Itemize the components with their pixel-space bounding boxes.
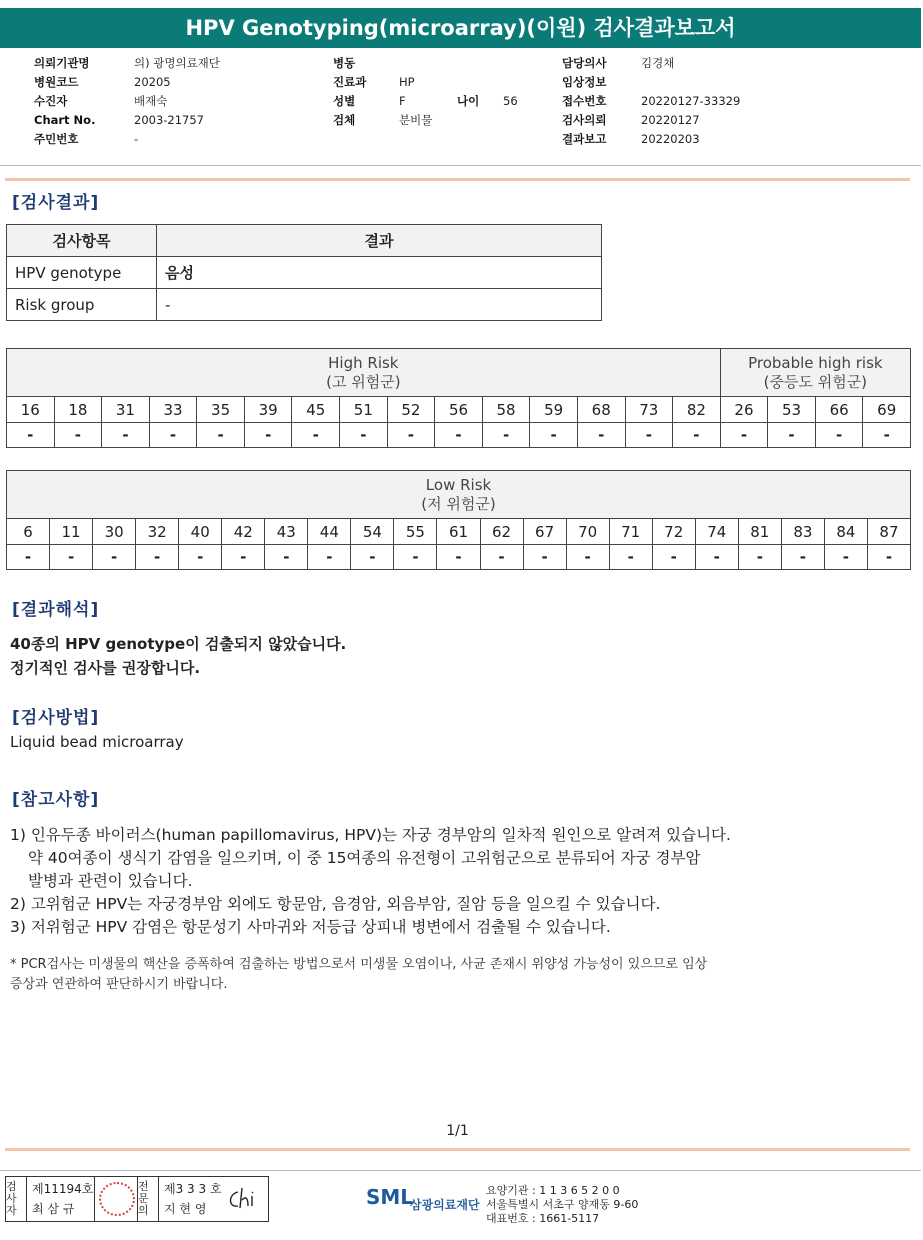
label-report-date: 결과보고 <box>562 132 607 146</box>
value-physician: 김경채 <box>641 56 675 70</box>
footnote-line: * PCR검사는 미생물의 핵산을 증폭하여 검출하는 방법으로서 미생물 오염이나, 사균 존재시 위양성 가능성이 있으므로 임상 <box>10 957 708 972</box>
seal-icon <box>99 1182 135 1216</box>
hpv-type-cell: 32 <box>136 519 179 545</box>
signature-icon <box>224 1177 268 1221</box>
high-risk-label: High Risk <box>328 353 399 372</box>
footnote <box>10 955 707 995</box>
label-chart-no: Chart No. <box>34 113 96 127</box>
low-risk-table <box>6 470 911 570</box>
hpv-type-cell: 52 <box>387 397 435 423</box>
value-request-date: 20220127 <box>641 113 700 127</box>
hpv-result-cell: - <box>530 423 578 448</box>
label-department: 진료과 <box>333 75 367 89</box>
interpretation-line: 40종의 HPV genotype이 검출되지 않았습니다. <box>10 635 347 653</box>
hpv-type-cell: 40 <box>179 519 222 545</box>
label-requesting-institution: 의뢰기관명 <box>34 56 90 70</box>
hpv-type-cell: 30 <box>93 519 136 545</box>
foundation-name: 삼광의료재단 <box>410 1198 480 1212</box>
hpv-type-cell: 11 <box>50 519 93 545</box>
section-title-method: [검사방법] <box>12 708 100 728</box>
method-text: Liquid bead microarray <box>10 733 184 751</box>
hpv-result-cell: - <box>197 423 245 448</box>
label-request-date: 검사의뢰 <box>562 113 607 127</box>
section-title-result: [검사결과] <box>12 193 100 213</box>
probable-risk-label-ko: (중등도 위험군) <box>763 372 868 391</box>
low-risk-result-row <box>7 545 911 570</box>
sml-logo: SML <box>366 1185 414 1209</box>
table-row <box>7 257 602 289</box>
hpv-result-cell: - <box>673 423 721 448</box>
high-risk-label-ko: (고 위험군) <box>326 372 401 391</box>
hpv-type-cell: 68 <box>577 397 625 423</box>
footnote-line: 증상과 연관하여 판단하시기 바랍니다. <box>10 977 228 992</box>
interpretation-text <box>10 632 346 680</box>
reference-list <box>10 824 731 939</box>
hpv-result-cell: - <box>102 423 150 448</box>
hpv-result-cell: - <box>437 545 480 570</box>
hpv-type-cell: 66 <box>815 397 863 423</box>
hpv-type-cell: 31 <box>102 397 150 423</box>
label-specimen: 검체 <box>333 113 356 127</box>
hpv-result-cell: - <box>54 423 102 448</box>
value-department: HP <box>399 75 415 89</box>
high-risk-type-row <box>7 397 911 423</box>
facility-phone: 대표번호 : 1661-5117 <box>486 1212 600 1225</box>
value-age: 56 <box>503 94 518 108</box>
hpv-type-cell: 33 <box>149 397 197 423</box>
value-resident-no: - <box>134 132 139 146</box>
hpv-result-cell: - <box>50 545 93 570</box>
header-result: 결과 <box>157 225 602 257</box>
hpv-type-cell: 81 <box>738 519 781 545</box>
report-title: HPV Genotyping(microarray)(이원) 검사결과보고서 <box>0 8 921 48</box>
hpv-result-cell: - <box>179 545 222 570</box>
hpv-type-cell: 56 <box>435 397 483 423</box>
section-title-interpretation: [결과해석] <box>12 600 100 620</box>
hpv-result-cell: - <box>93 545 136 570</box>
hpv-result-cell: - <box>292 423 340 448</box>
patient-info-col3 <box>562 54 740 149</box>
label-hospital-code: 병원코드 <box>34 75 79 89</box>
hpv-result-cell: - <box>523 545 566 570</box>
value-specimen: 분비물 <box>399 113 433 127</box>
hpv-type-cell: 82 <box>673 397 721 423</box>
reference-item: 2) 고위험군 HPV는 자궁경부암 외에도 항문암, 음경암, 외음부암, 질암 등을 일으킬 수 있습니다. <box>10 895 661 913</box>
value-requesting-institution: 의) 광명의료재단 <box>134 56 220 70</box>
hpv-type-cell: 42 <box>222 519 265 545</box>
hpv-type-cell: 71 <box>609 519 652 545</box>
patient-info-col2 <box>333 54 518 130</box>
label-patient-name: 수진자 <box>34 94 68 108</box>
doctor-info <box>159 1177 224 1221</box>
result-risk-group: - <box>157 289 602 321</box>
hpv-result-cell: - <box>867 545 910 570</box>
hpv-type-cell: 39 <box>244 397 292 423</box>
label-physician: 담당의사 <box>562 56 607 70</box>
value-hospital-code: 20205 <box>134 75 171 89</box>
hpv-result-cell: - <box>222 545 265 570</box>
hpv-type-cell: 6 <box>7 519 50 545</box>
hpv-type-cell: 72 <box>652 519 695 545</box>
hpv-type-cell: 51 <box>340 397 388 423</box>
label-clinical-info: 임상정보 <box>562 75 607 89</box>
label-sex: 성별 <box>333 94 356 108</box>
hpv-type-cell: 58 <box>482 397 530 423</box>
item-risk-group: Risk group <box>7 289 157 321</box>
hpv-result-cell: - <box>863 423 911 448</box>
hpv-result-cell: - <box>652 545 695 570</box>
hpv-result-cell: - <box>265 545 308 570</box>
hpv-type-cell: 35 <box>197 397 245 423</box>
examiner-name: 최 삼 규 <box>32 1202 75 1216</box>
value-receipt-no: 20220127-33329 <box>641 94 741 108</box>
hpv-result-cell: - <box>136 545 179 570</box>
table-row <box>7 289 602 321</box>
hpv-type-cell: 53 <box>768 397 816 423</box>
hpv-type-cell: 44 <box>308 519 351 545</box>
hpv-result-cell: - <box>480 545 523 570</box>
value-report-date: 20220203 <box>641 132 700 146</box>
probable-risk-label: Probable high risk <box>748 353 883 372</box>
hpv-result-cell: - <box>738 545 781 570</box>
hpv-type-cell: 87 <box>867 519 910 545</box>
hpv-type-cell: 74 <box>695 519 738 545</box>
hpv-result-cell: - <box>768 423 816 448</box>
hpv-type-cell: 54 <box>351 519 394 545</box>
hpv-type-cell: 83 <box>781 519 824 545</box>
hpv-result-cell: - <box>577 423 625 448</box>
examiner-label: 검사자 <box>6 1177 27 1221</box>
value-chart-no: 2003-21757 <box>134 113 204 127</box>
interpretation-line: 정기적인 검사를 권장합니다. <box>10 659 201 677</box>
facility-address: 서울특별시 서초구 양재동 9-60 <box>486 1198 639 1211</box>
hpv-type-cell: 16 <box>7 397 55 423</box>
hpv-type-cell: 62 <box>480 519 523 545</box>
item-hpv-genotype: HPV genotype <box>7 257 157 289</box>
result-hpv-genotype: 음성 <box>157 257 602 289</box>
value-sex: F <box>399 94 406 108</box>
hpv-result-cell: - <box>351 545 394 570</box>
header-divider <box>0 165 921 166</box>
hpv-result-cell: - <box>7 545 50 570</box>
hpv-type-cell: 61 <box>437 519 480 545</box>
hpv-result-cell: - <box>394 545 437 570</box>
doctor-label: 전문의 <box>138 1177 159 1221</box>
hpv-result-cell: - <box>482 423 530 448</box>
hpv-result-cell: - <box>340 423 388 448</box>
page-number: 1/1 <box>446 1123 469 1139</box>
low-risk-header <box>7 471 911 519</box>
reference-item-cont: 약 40여종이 생식기 감염을 일으키며, 이 중 15여종의 유전형이 고위험군으로 분류되어 자궁 경부암 <box>28 849 701 867</box>
low-risk-type-row <box>7 519 911 545</box>
facility-code: 요양기관 : 1 1 3 6 5 2 0 0 <box>486 1184 620 1197</box>
hpv-type-cell: 55 <box>394 519 437 545</box>
footer-line <box>0 1170 921 1171</box>
reference-item-cont: 발병과 관련이 있습니다. <box>28 872 193 890</box>
hpv-type-cell: 73 <box>625 397 673 423</box>
hpv-result-cell: - <box>149 423 197 448</box>
hpv-type-cell: 26 <box>720 397 768 423</box>
hpv-result-cell: - <box>695 545 738 570</box>
hpv-result-cell: - <box>781 545 824 570</box>
footer-address-block <box>486 1184 638 1226</box>
hpv-type-cell: 45 <box>292 397 340 423</box>
hpv-result-cell: - <box>609 545 652 570</box>
hpv-type-cell: 43 <box>265 519 308 545</box>
examiner-seal <box>95 1177 138 1221</box>
footer-divider <box>5 1148 910 1151</box>
hpv-result-cell: - <box>566 545 609 570</box>
hpv-type-cell: 59 <box>530 397 578 423</box>
low-risk-label: Low Risk <box>425 475 492 494</box>
hpv-type-cell: 67 <box>523 519 566 545</box>
reference-item: 3) 저위험군 HPV 감염은 항문성기 사마귀와 저등급 상피내 병변에서 검출될 수 있습니다. <box>10 918 611 936</box>
hpv-result-cell: - <box>720 423 768 448</box>
probable-risk-header <box>720 349 910 397</box>
hpv-type-cell: 70 <box>566 519 609 545</box>
signature-box <box>5 1176 269 1222</box>
header-test-item: 검사항목 <box>7 225 157 257</box>
hpv-result-cell: - <box>387 423 435 448</box>
label-resident-no: 주민번호 <box>34 132 79 146</box>
high-risk-result-row <box>7 423 911 448</box>
section-title-reference: [참고사항] <box>12 790 100 810</box>
label-receipt-no: 접수번호 <box>562 94 607 108</box>
section-divider <box>5 178 910 181</box>
hpv-type-cell: 84 <box>824 519 867 545</box>
doctor-name: 지 현 영 <box>164 1202 207 1216</box>
patient-info-col1 <box>34 54 220 149</box>
examiner-info <box>27 1177 95 1221</box>
hpv-result-cell: - <box>308 545 351 570</box>
doctor-license: 제3 3 3 호 <box>164 1182 222 1196</box>
high-risk-table <box>6 348 911 448</box>
value-patient-name: 배재숙 <box>134 94 168 108</box>
result-table <box>6 224 602 321</box>
hpv-type-cell: 18 <box>54 397 102 423</box>
hpv-result-cell: - <box>625 423 673 448</box>
hpv-result-cell: - <box>435 423 483 448</box>
hpv-result-cell: - <box>7 423 55 448</box>
hpv-result-cell: - <box>244 423 292 448</box>
hpv-type-cell: 69 <box>863 397 911 423</box>
reference-item: 1) 인유두종 바이러스(human papillomavirus, HPV)는 자궁 경부암의 일차적 원인으로 알려져 있습니다. <box>10 826 731 844</box>
label-ward: 병동 <box>333 56 356 70</box>
hpv-result-cell: - <box>815 423 863 448</box>
label-age: 나이 <box>457 94 480 108</box>
examiner-license: 제11194호 <box>32 1182 94 1196</box>
hpv-result-cell: - <box>824 545 867 570</box>
low-risk-label-ko: (저 위험군) <box>421 494 496 513</box>
high-risk-header <box>7 349 721 397</box>
